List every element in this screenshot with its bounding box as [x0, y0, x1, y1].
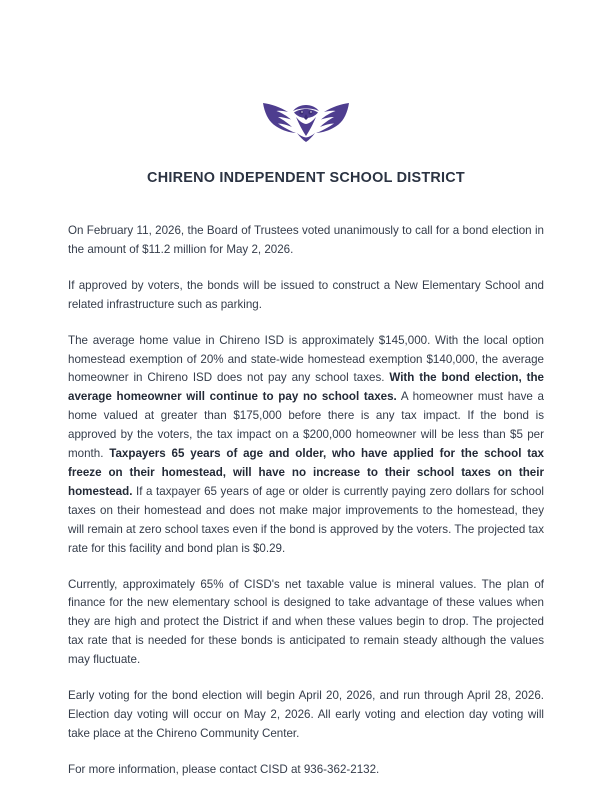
text-run: The average home value in Chireno ISD is approximately $145,000. With the local option homestead exemption of 20% and state-wide homestead exemption $140,000, the average homeowner in Chireno ISD does not pay any school taxes. — [68, 333, 544, 385]
text-run: If approved by voters, the bonds will be issued to construct a New Elementary School and related infrastructure such as parking. — [68, 278, 544, 311]
page-title: CHIRENO INDEPENDENT SCHOOL DISTRICT — [147, 170, 465, 186]
paragraph-bond-election-call — [68, 222, 544, 260]
text-run: For more information, please contact CISD at 936-362-2132. — [68, 762, 380, 776]
paragraph-mineral-values — [68, 576, 544, 671]
text-run: If a taxpayer 65 years of age or older is currently paying zero dollars for school taxes on their homestead and does not make major improvements to the homestead, they will remain at zero school taxes even if the bond is approved by the voters. The projected tax rate for this facility and bond plan is $0.29. — [68, 484, 544, 555]
paragraph-contact-info — [68, 761, 544, 780]
text-run-bold: Taxpayers 65 years of age and older, who have applied for the school tax freeze on their homestead, will have no increase to their school taxes on their homestead. — [68, 447, 544, 498]
text-run: Currently, approximately 65% of CISD's net taxable value is mineral values. The plan of finance for the new elementary school is designed to take advantage of these values when they are high and protect the District if and when these values begin to drop. The projected tax rate that is needed for these bonds is anticipated to remain steady although the values may fluctuate. — [68, 577, 544, 667]
paragraph-bond-use — [68, 277, 544, 315]
district-logo — [0, 96, 612, 148]
paragraph-tax-impact — [68, 332, 544, 559]
text-run: A homeowner must have a home valued at greater than $175,000 before there is any tax impact. If the bond is approved by the voters, the tax impact on a $200,000 homeowner will be less than $5 per month. — [68, 390, 544, 461]
paragraph-voting-dates — [68, 687, 544, 744]
text-run: Early voting for the bond election will begin April 20, 2026, and run through April 28, 2026. Election day voting will occur on May 2, 2026. All early voting and election day voting will take place at the Chireno Community Center. — [68, 689, 544, 740]
document-body — [68, 222, 544, 780]
chireno-owl-mascot-logo — [260, 96, 352, 146]
text-run-bold: With the bond election, the average homeowner will continue to pay no school taxes. — [68, 371, 544, 404]
text-run: On February 11, 2026, the Board of Trustees voted unanimously to call for a bond election in the amount of $11.2 million for May 2, 2026. — [68, 224, 544, 256]
